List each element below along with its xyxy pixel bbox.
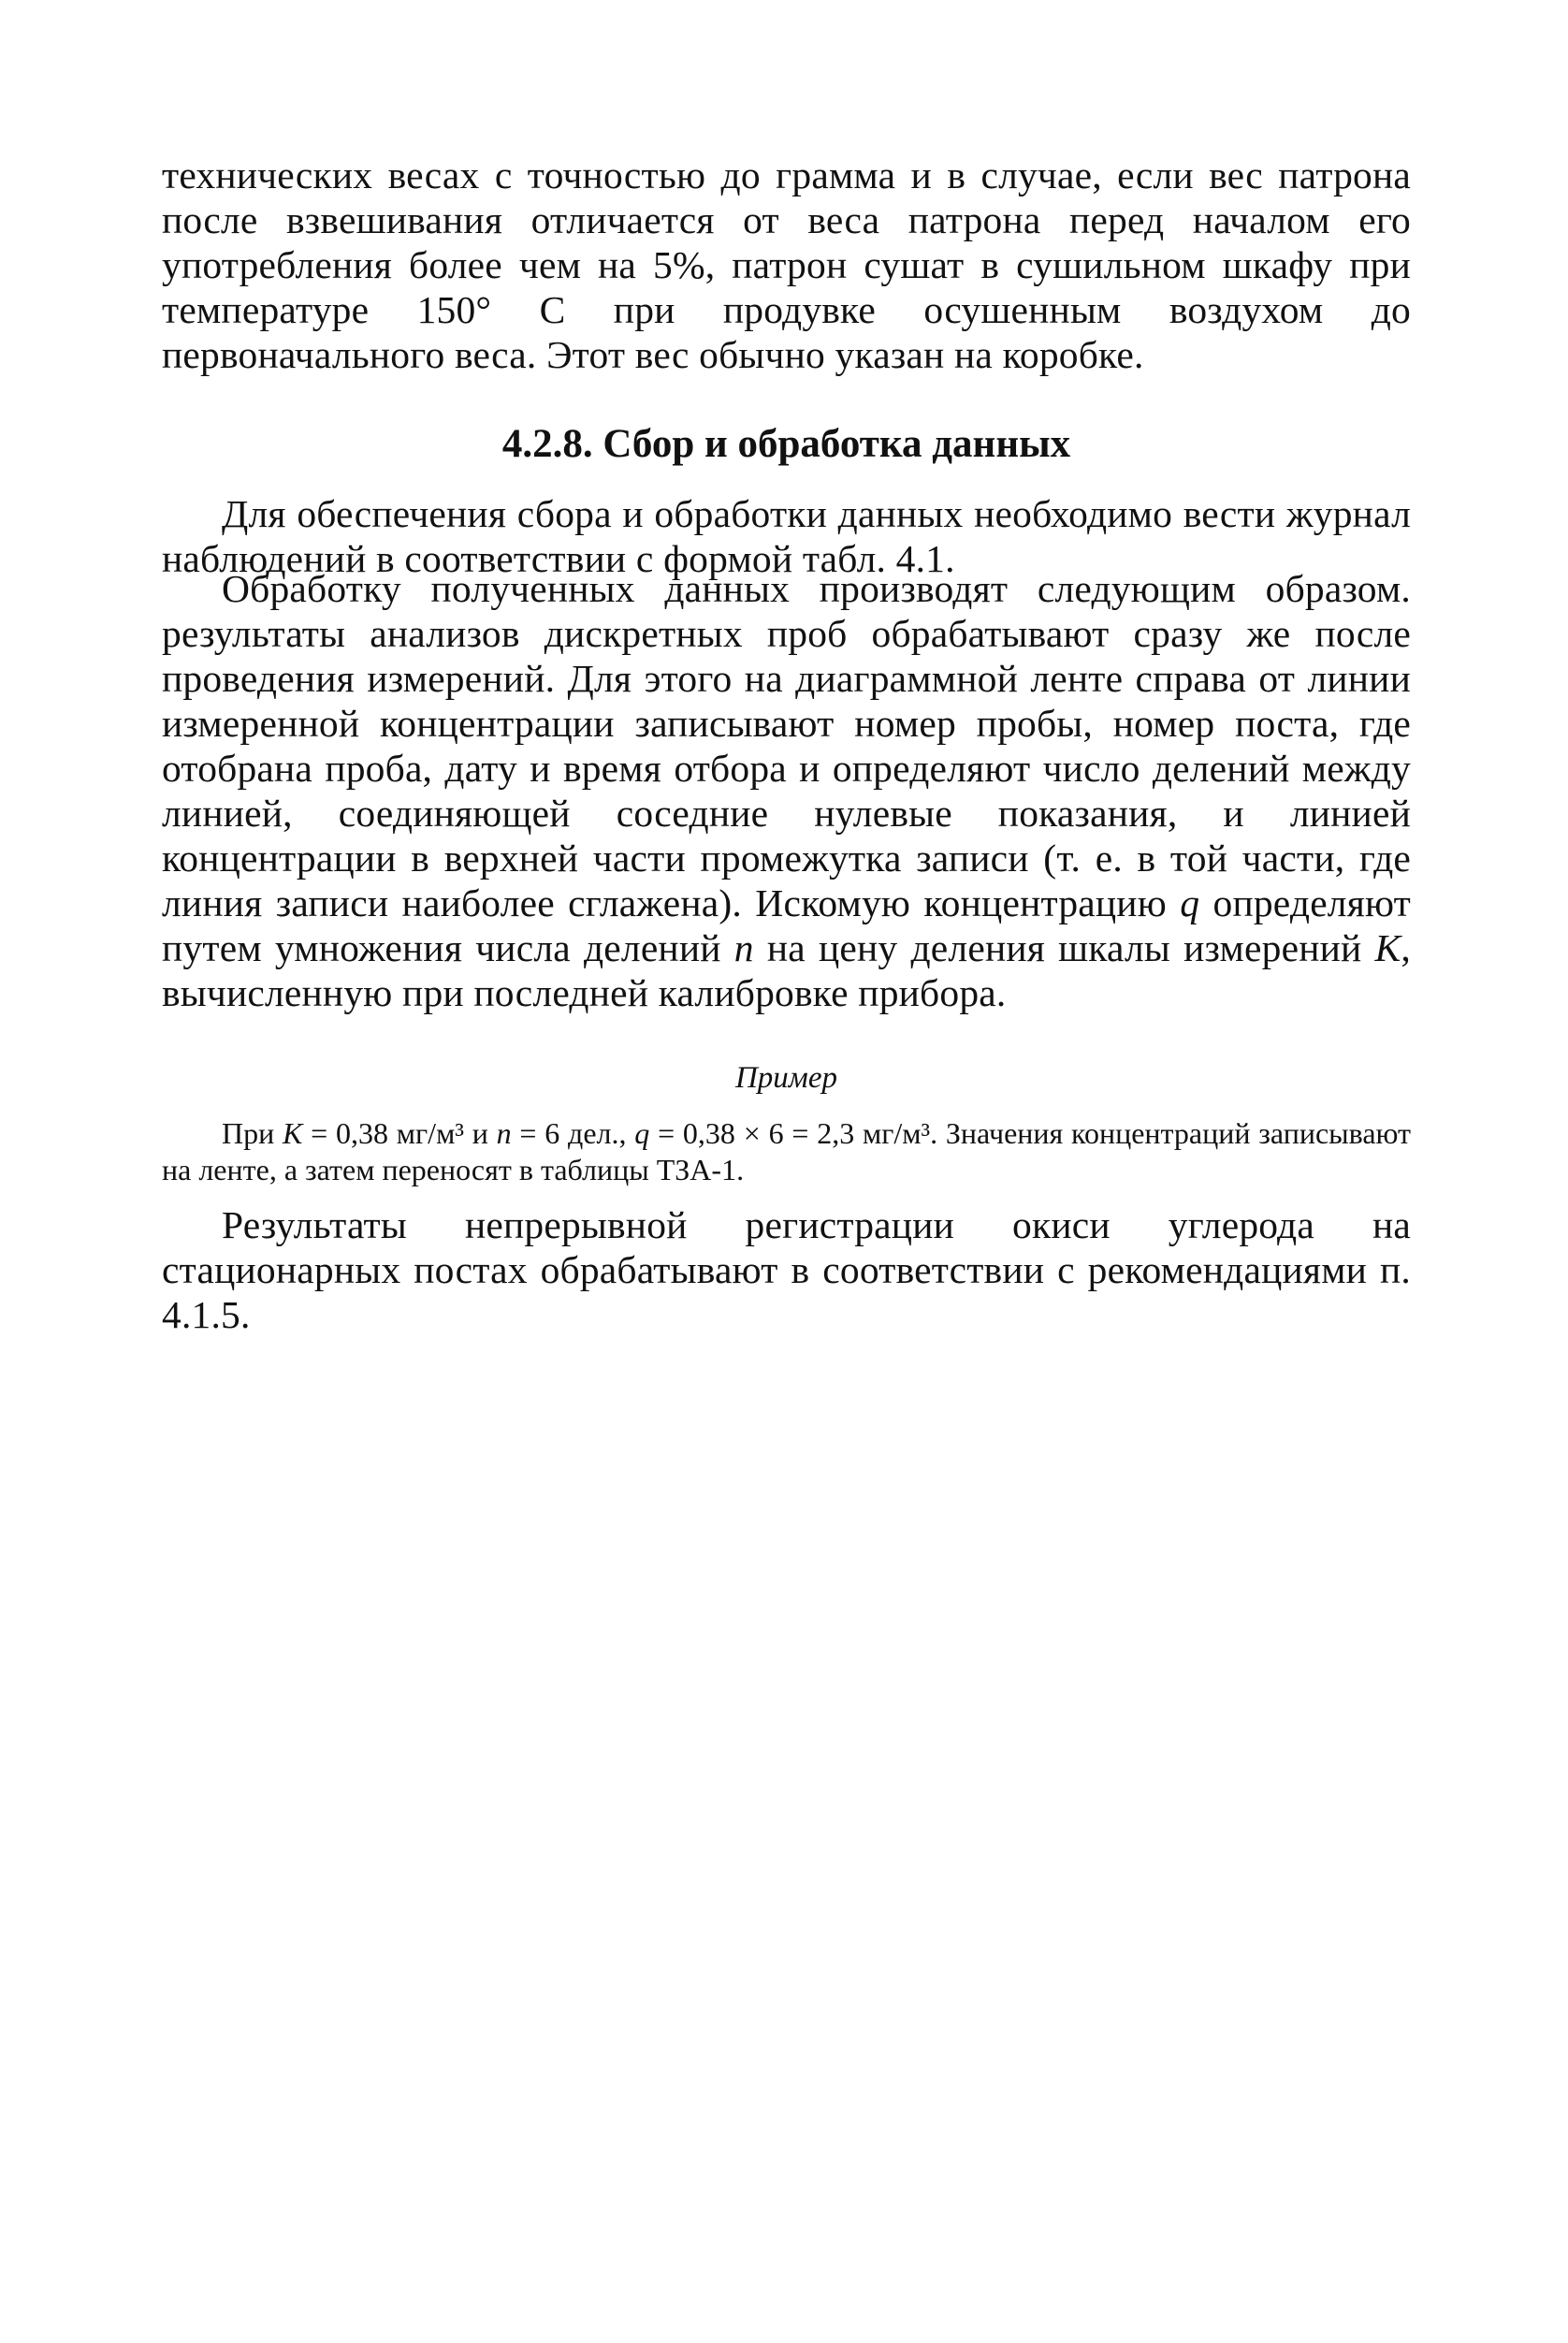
example-var-n: n xyxy=(496,1116,512,1150)
example-part-2: = 0,38 мг/м³ и xyxy=(302,1116,497,1150)
processing-text-3: на цену деления шкалы измерений xyxy=(753,926,1375,969)
example-var-q: q xyxy=(634,1116,650,1150)
example-text xyxy=(162,1115,1411,1188)
paragraph-journal: Для обеспечения сбора и обработки данных необходимо вести журнал наблюдений в соответствии с формой табл. 4.1. xyxy=(162,492,1411,580)
example-title: Пример xyxy=(734,1061,838,1095)
paragraph-cartridge-drying: технических весах с точностью до грамма и в случае, если вес патрона после взвешивания отличается от веса патрона перед началом его употребления более чем на 5%, патрон сушат в сушильном шкафу при температуре 150° С при продувке осушенным воздухом до первоначального веса. Этот вес обычно указан на коробке. xyxy=(162,153,1411,376)
paragraph-processing xyxy=(162,566,1411,1015)
processing-text-1: Обработку полученных данных производят следующим образом. результаты анализов дискретных проб обрабатывают сразу же после проведения измерений. Для этого на диаграммной ленте справа от линии измеренной концентрации записывают номер пробы, номер поста, где отобрана проба, дату и время отбора и определяют число делений между линией, соединяющей соседние нулевые показания, и линией концентрации в верхней части промежутка записи (т. е. в той части, где линия записи наиболее сглажена). Искомую концентрацию xyxy=(162,567,1411,924)
processing-text-4: , вычисленную при последней калибровке прибора. xyxy=(162,926,1411,1014)
example-part-4: = 0,38 × 6 = 2,3 мг/м³. Значения концентраций записывают на ленте, а затем переносят в таблицы ТЗА-1. xyxy=(162,1116,1412,1186)
example-var-k: K xyxy=(283,1116,303,1150)
example-part-1: При xyxy=(222,1116,283,1150)
var-n: n xyxy=(733,926,754,969)
var-q: q xyxy=(1180,881,1200,924)
example-part-3: = 6 дел., xyxy=(511,1116,635,1150)
section-heading: 4.2.8. Сбор и обработка данных xyxy=(501,422,1071,466)
var-k: K xyxy=(1374,926,1401,969)
processing-text-2: определяют путем умножения числа делений xyxy=(162,881,1412,969)
paragraph-continuous-registration: Результаты непрерывной регистрации окиси углерода на стационарных постах обрабатывают в соответствии с рекомендациями п. 4.1.5. xyxy=(162,1203,1411,1336)
